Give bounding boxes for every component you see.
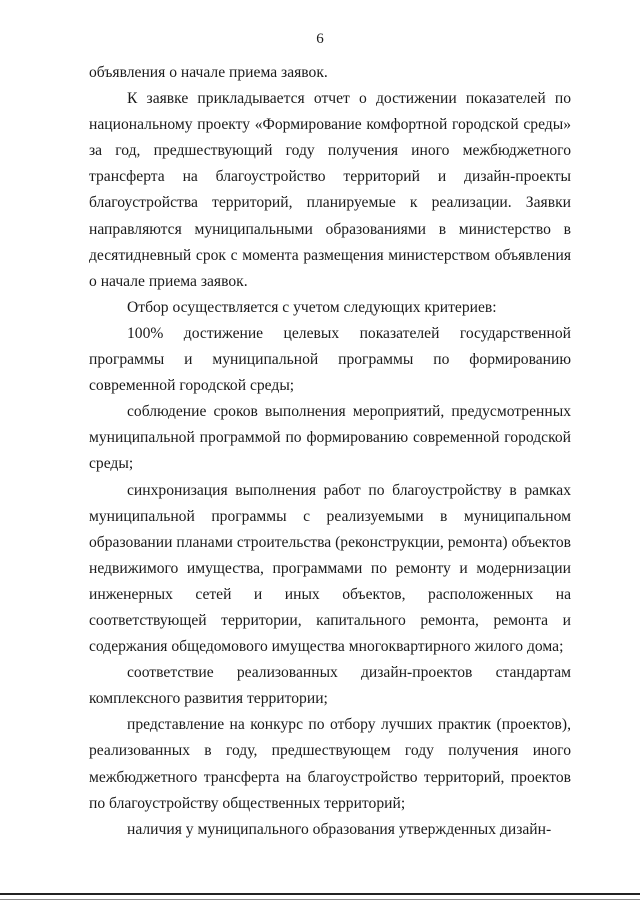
criterion-synchronization: синхронизация выполнения работ по благоустройству в рамках муниципальной программы с реализуемыми в муниципальном образовании планами строительства (реконструкции, ремонта) объектов недвижимого имущества, программами по ремонту и модернизации инженерных сетей и иных объектов, расположенных на соответствующей территории, капитального ремонта, ремонта и содержания общедомового имущества многоквартирного жилого дома; <box>89 481 571 656</box>
criterion-target-indicators: 100% достижение целевых показателей государственной программы и муниципальной программы по формированию современной городской среды; <box>89 324 571 395</box>
page-number: 6 <box>316 31 324 47</box>
document-body <box>89 60 571 843</box>
scan-border-line-faint <box>0 899 640 900</box>
scan-border-line <box>0 893 640 895</box>
paragraph-continuation: объявления о начале приема заявок. <box>89 64 328 81</box>
criterion-approved-designs: наличия у муниципального образования утвержденных дизайн- <box>127 820 552 838</box>
criterion-deadlines: соблюдение сроков выполнения мероприятий, предусмотренных муниципальной программой по формированию современной городской среды; <box>89 403 571 473</box>
criterion-best-practices-contest: представление на конкурс по отбору лучших практик (проектов), реализованных в году, предшествующем году получения иного межбюджетного трансферта на благоустройство территорий, проектов по благоустройству общественных территорий; <box>89 716 571 812</box>
criterion-design-standards: соответствие реализованных дизайн-проектов стандартам комплексного развития территории; <box>89 664 571 708</box>
paragraph-selection-criteria-intro: Отбор осуществляется с учетом следующих критериев: <box>127 298 497 316</box>
paragraph-application-report: К заявке прикладывается отчет о достижении показателей по национальному проекту «Формирование комфортной городской среды» за год, предшествующий году получения иного межбюджетного трансферта на благоустройство территорий и дизайн-проекты благоустройства территорий, планируемые к реализации. Заявки направляются муниципальными образованиями в министерство в десятидневный срок с момента размещения министерством объявления о начале приема заявок. <box>89 90 571 290</box>
